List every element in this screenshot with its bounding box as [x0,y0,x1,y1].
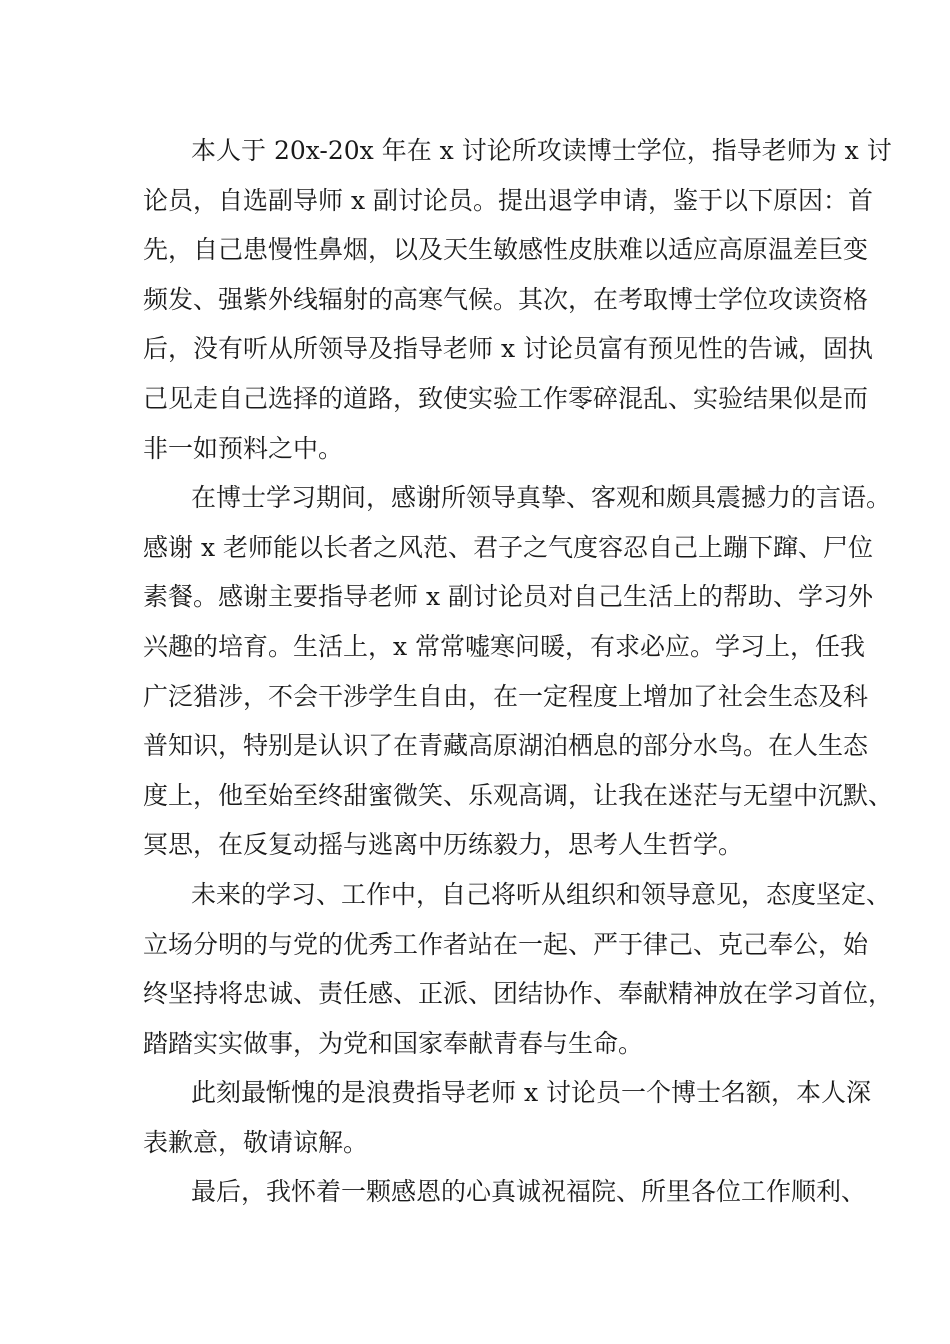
text-line: 本人于 20x-20x 年在 x 讨论所攻读博士学位，指导老师为 x 讨 [191,136,892,165]
text-line: 未来的学习、工作中，自己将听从组织和领导意见，态度坚定、 [191,879,892,909]
text-line: 终坚持将忠诚、责任感、正派、团结协作、奉献精神放在学习首位， [143,979,894,1009]
text-line: 最后，我怀着一颗感恩的心真诚祝福院、所里各位工作顺利、 [191,1177,867,1207]
paragraph-4 [143,1068,871,1167]
text-line: 此刻最惭愧的是浪费指导老师 x 讨论员一个博士名额，本人深 [191,1078,871,1108]
text-line: 广泛猎涉，不会干涉学生自由，在一定程度上增加了社会生态及科 [143,681,869,711]
text-line: 素餐。感谢主要指导老师 x 副讨论员对自己生活上的帮助、学习外 [143,582,873,612]
text-line: 踏踏实实做事，为党和国家奉献青春与生命。 [143,1028,644,1058]
text-line: 非一如预料之中。 [143,433,344,463]
paragraph-1 [143,126,892,473]
paragraph-5 [143,1167,867,1217]
text-line: 表歉意，敬请谅解。 [143,1127,369,1157]
text-line: 度上，他至始至终甜蜜微笑、乐观高调，让我在迷茫与无望中沉默、 [143,780,894,810]
text-line: 频发、强紫外线辐射的高寒气候。其次，在考取博士学位攻读资格 [143,284,869,314]
text-line: 后，没有听从所领导及指导老师 x 讨论员富有预见性的告诫，固执 [143,334,873,364]
text-line: 在博士学习期间，感谢所领导真挚、客观和颇具震撼力的言语。 [191,483,892,513]
document-body [143,126,894,1217]
text-line: 感谢 x 老师能以长者之风范、君子之气度容忍自己上蹦下蹿、尸位 [143,532,873,562]
paragraph-3 [143,870,894,1068]
paragraph-2 [143,473,894,870]
text-line: 普知识，特别是认识了在青藏高原湖泊栖息的部分水鸟。在人生态 [143,731,869,761]
text-line: 论员，自选副导师 x 副讨论员。提出退学申请，鉴于以下原因：首 [143,185,873,215]
text-line: 立场分明的与党的优秀工作者站在一起、严于律己、克己奉公，始 [143,929,869,959]
text-line: 兴趣的培育。生活上，x 常常嘘寒问暖，有求必应。学习上，任我 [143,631,866,661]
text-line: 冥思，在反复动摇与逃离中历练毅力，思考人生哲学。 [143,830,744,860]
text-line: 己见走自己选择的道路，致使实验工作零碎混乱、实验结果似是而 [143,383,869,413]
text-line: 先，自己患慢性鼻烟，以及天生敏感性皮肤难以适应高原温差巨变 [143,235,869,265]
